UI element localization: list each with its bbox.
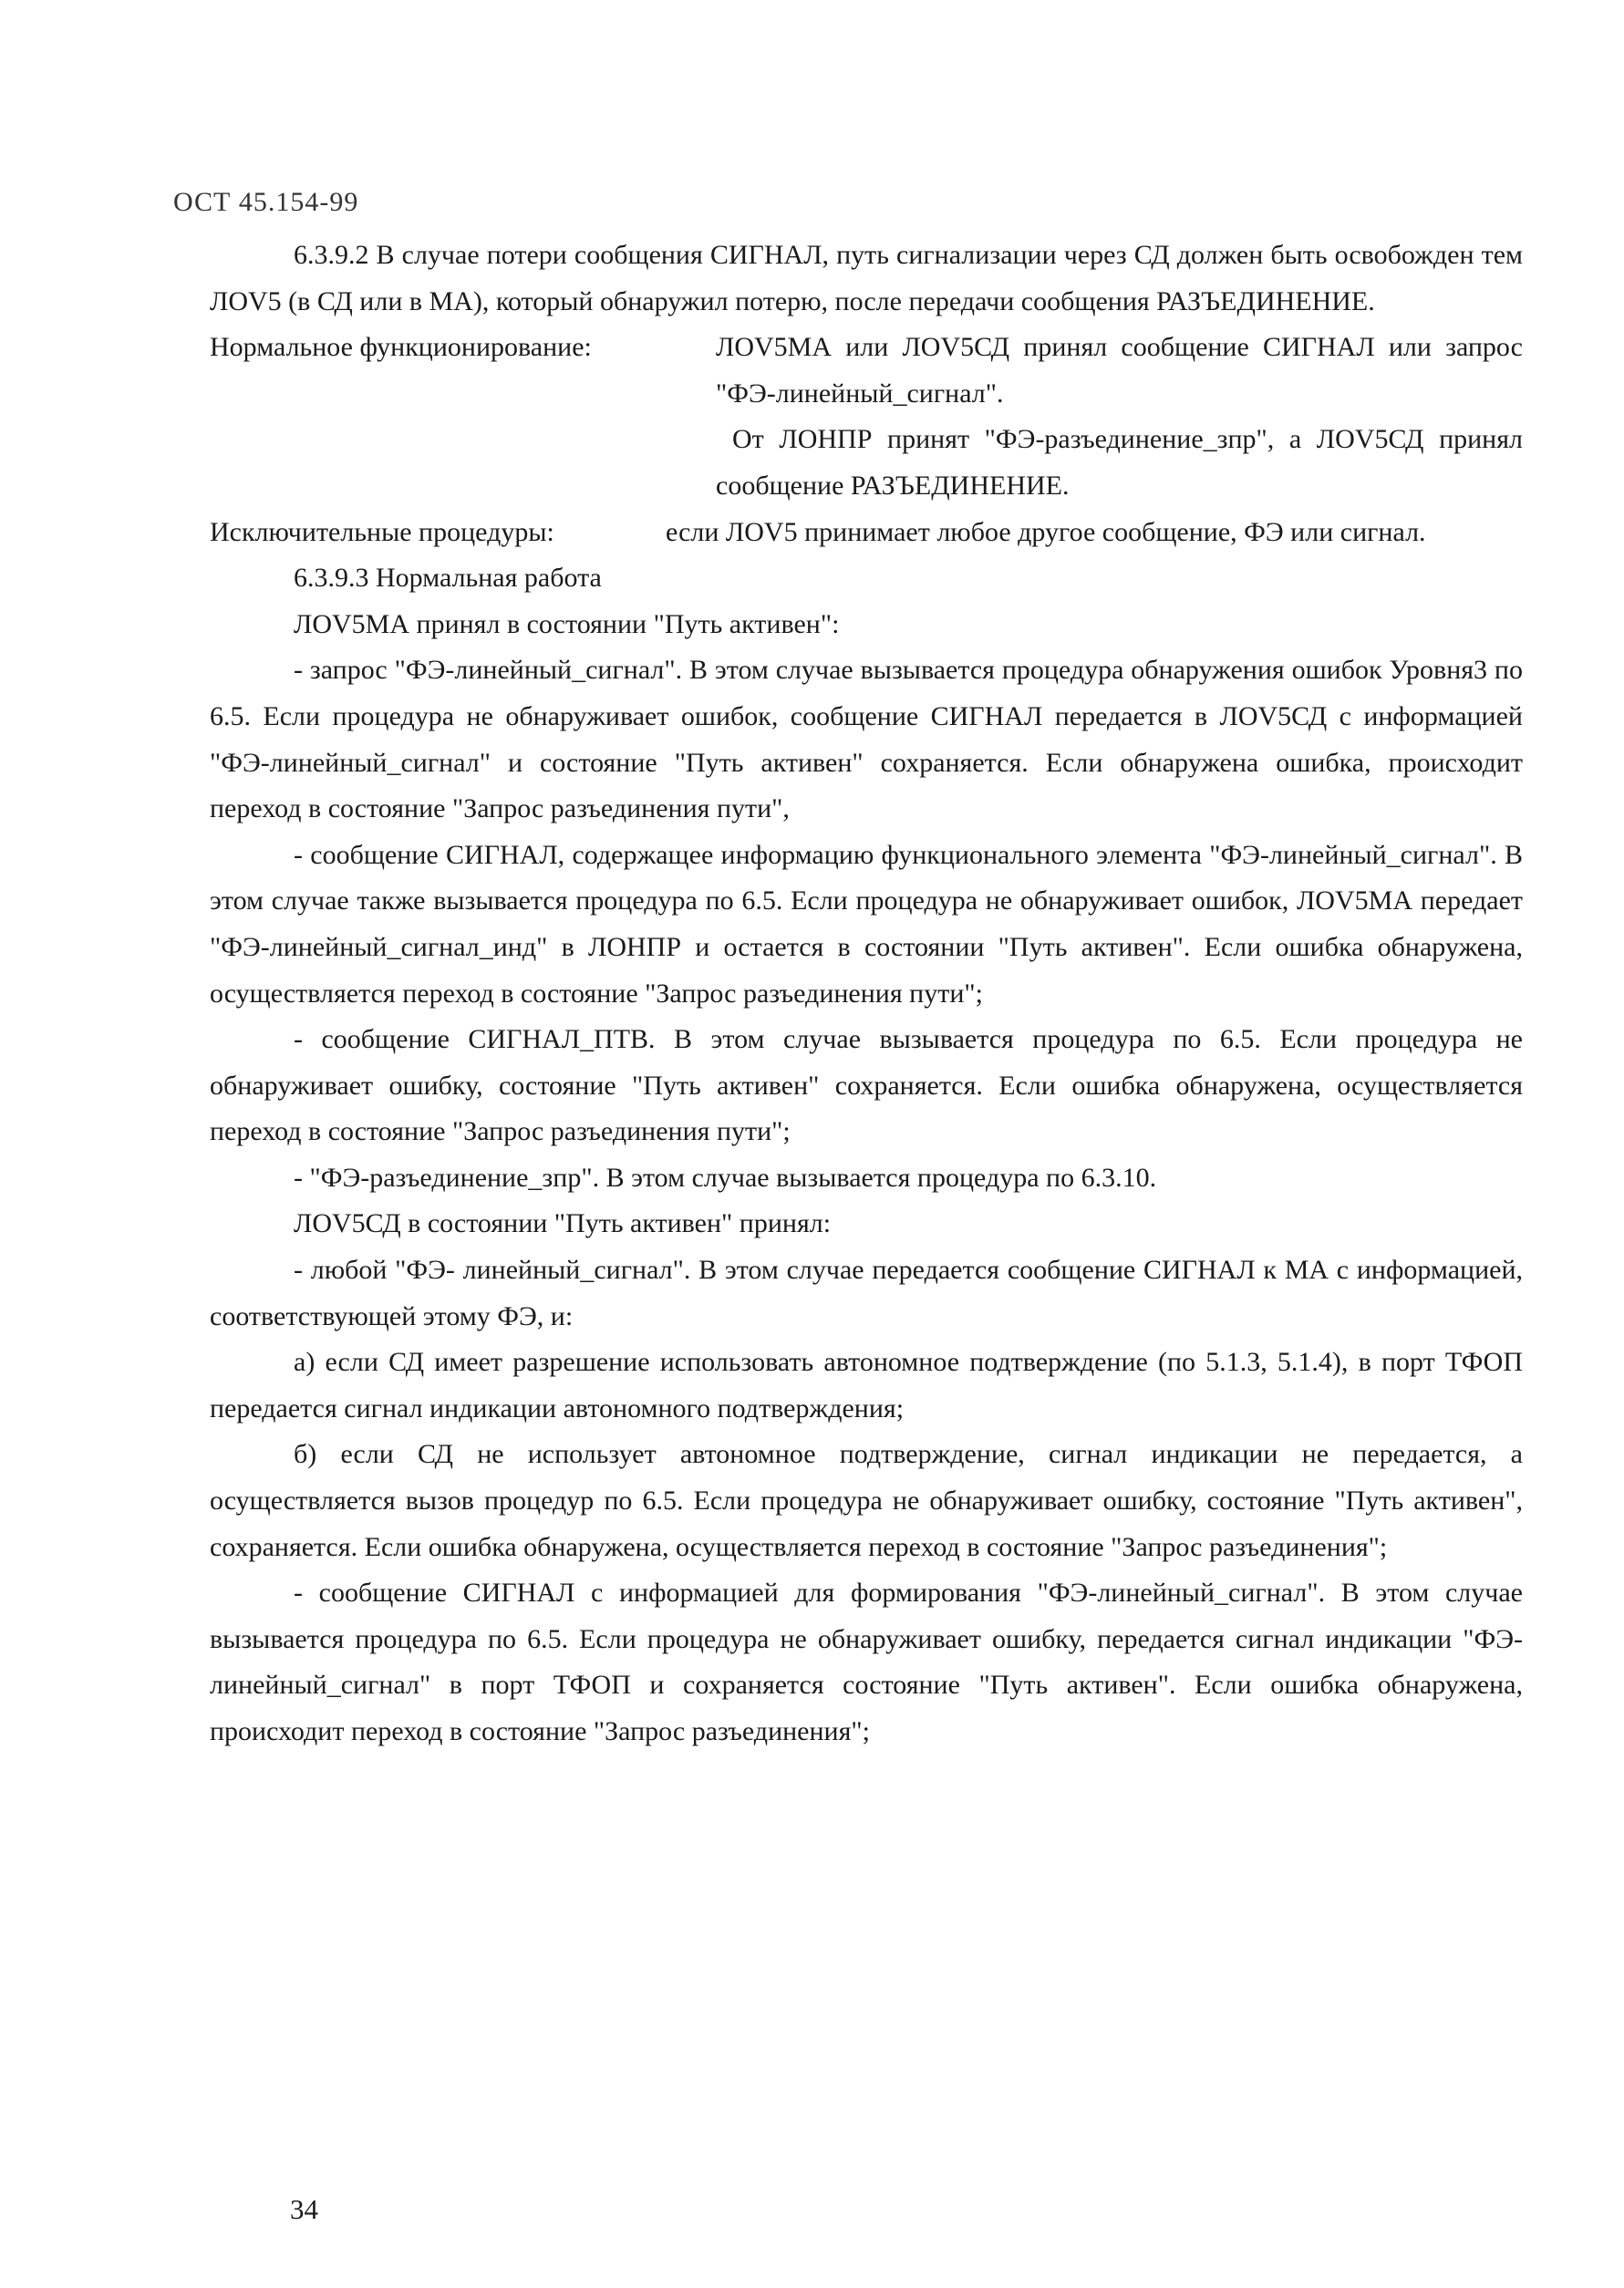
item-signal-forming: - сообщение СИГНАЛ с информацией для формирования "ФЭ-линейный_сигнал". В этом случае вызывается процедура по 6.5. Если процедура не обнаруживает ошибку, передается сигнал индикации "ФЭ-линейный_сигнал" в порт ТФОП и сохраняется состояние "Путь активен". Если ошибка обнаружена, происходит переход в состояние "Запрос разъединения"; <box>210 1578 1523 1746</box>
item-signal-ptv: - сообщение СИГНАЛ_ПТВ. В этом случае вызывается процедура по 6.5. Если процедура не обнаруживает ошибку, состояние "Путь активен" сохраняется. Если ошибка обнаружена, осуществляется переход в состояние "Запрос разъединения пути"; <box>210 1024 1523 1147</box>
item-signal-message: - сообщение СИГНАЛ, содержащее информацию функционального элемента "ФЭ-линейный_сигнал". В этом случае также вызывается процедура по 6.5. Если процедура не обнаруживает ошибок, ЛОV5МА передает "ФЭ-линейный_сигнал_инд" в ЛОНПР и остается в состоянии "Путь активен". Если ошибка обнаружена, осуществляется переход в состояние "Запрос разъединения пути"; <box>210 839 1523 1009</box>
item-request-line-signal: - запрос "ФЭ-линейный_сигнал". В этом случае вызывается процедура обнаружения ошибок Уровня3 по 6.5. Если процедура не обнаруживает ошибок, сообщение СИГНАЛ передается в ЛОV5СД с информацией "ФЭ-линейный_сигнал" и состояние "Путь активен" сохраняется. Если обнаружена ошибка, происходит переход в состояние "Запрос разъединения пути", <box>210 655 1523 824</box>
page-number: 34 <box>290 2193 318 2225</box>
ma-intro: ЛОV5МА принял в состоянии "Путь активен": <box>294 608 840 639</box>
sd-intro: ЛОV5СД в состоянии "Путь активен" принял: <box>294 1208 832 1239</box>
page-body <box>210 233 1523 1755</box>
item-b-no-autonomous: б) если СД не использует автономное подтверждение, сигнал индикации не передается, а осуществляется вызов процедур по 6.5. Если процедура не обнаруживает ошибку, состояние "Путь активен", сохраняется. Если ошибка обнаружена, осуществляется переход в состояние "Запрос разъединения"; <box>210 1439 1523 1562</box>
document-code: ОСТ 45.154-99 <box>173 187 359 217</box>
paragraph-6392: 6.3.9.2 В случае потери сообщения СИГНАЛ, путь сигнализации через СД должен быть освобожден тем ЛОV5 (в СД или в МА), который обнаружил потерю, после передачи сообщения РАЗЪЕДИНЕНИЕ. <box>210 240 1523 316</box>
item-disconnect-request: - "ФЭ-разъединение_зпр". В этом случае вызывается процедура по 6.3.10. <box>294 1162 1157 1193</box>
item-any-line-signal: - любой "ФЭ- линейный_сигнал". В этом случае передается сообщение СИГНАЛ к МА с информацией, соответствующей этому ФЭ, и: <box>210 1255 1523 1331</box>
normal-operation-text-1: ЛОV5МА или ЛОV5СД принял сообщение СИГНАЛ или запрос "ФЭ-линейный_сигнал". <box>716 332 1523 409</box>
exceptional-label: Исключительные процедуры: <box>210 516 554 547</box>
normal-operation-label: Нормальное функционирование: <box>210 332 592 363</box>
item-a-autonomous: а) если СД имеет разрешение использовать автономное подтверждение (по 5.1.3, 5.1.4), в порт ТФОП передается сигнал индикации автономного подтверждения; <box>210 1347 1523 1424</box>
exceptional-text: если ЛОV5 принимает любое другое сообщение, ФЭ или сигнал. <box>666 516 1426 547</box>
section-6393-heading: 6.3.9.3 Нормальная работа <box>294 563 602 594</box>
normal-operation-text-2: От ЛОНПР принят "ФЭ-разъединение_зпр", а ЛОV5СД принял сообщение РАЗЪЕДИНЕНИЕ. <box>716 424 1523 501</box>
